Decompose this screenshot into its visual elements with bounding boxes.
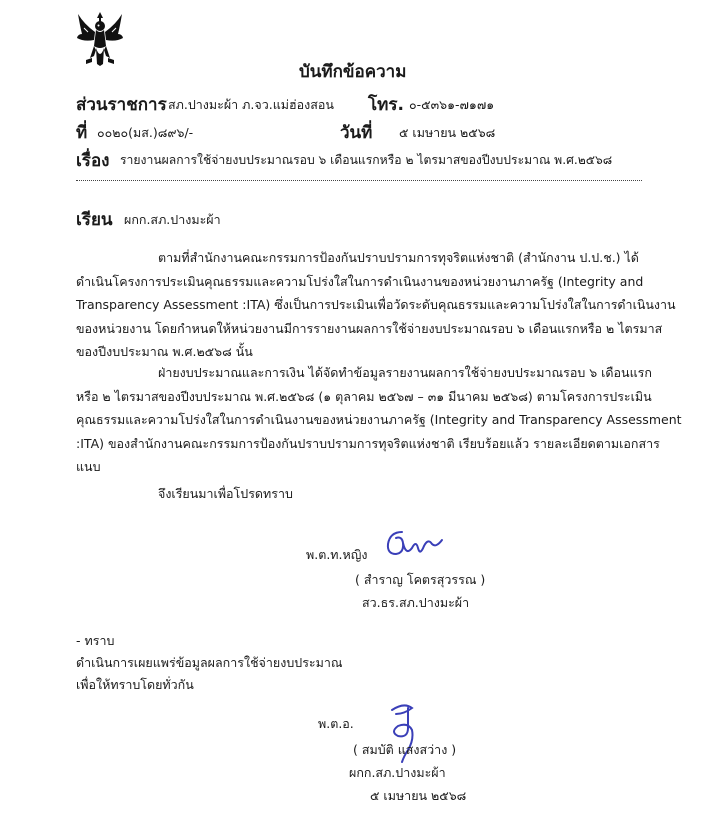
- note-line: ดำเนินการเผยแพร่ข้อมูลผลการใช้จ่ายงบประมาณ: [76, 655, 343, 670]
- ref-label: ที่: [76, 123, 88, 143]
- dept-label: ส่วนราชการ: [76, 95, 167, 115]
- dept-value: สภ.ปางมะผ้า ภ.จว.แม่ฮ่องสอน: [168, 97, 334, 112]
- closing-line: จึงเรียนมาเพื่อโปรดทราบ: [158, 486, 293, 501]
- para1-line: ของหน่วยงาน โดยกำหนดให้หน่วยงานมีการรายงานผลการใช้จ่ายงบประมาณรอบ ๖ เดือนแรกหรือ ๒ ไตรมาส: [76, 320, 663, 336]
- para2-line: :ITA) ของสำนักงานคณะกรรมการป้องกันปราบปรามการทุจริตแห่งชาติ เรียบร้อยแล้ว รายละเอียดตามเอกสาร: [76, 435, 660, 451]
- para2-line: ฝ่ายงบประมาณและการเงิน ได้จัดทำข้อมูลรายงานผลการใช้จ่ายงบประมาณรอบ ๖ เดือนแรก: [158, 365, 652, 380]
- para1-line: ตามที่สำนักงานคณะกรรมการป้องกันปราบปรามการทุจริตแห่งชาติ (สำนักงาน ป.ป.ช.) ได้: [158, 250, 639, 265]
- signer2-rank: พ.ต.อ.: [318, 716, 354, 731]
- subject-value: รายงานผลการใช้จ่ายงบประมาณรอบ ๖ เดือนแรกหรือ ๒ ไตรมาสของปีงบประมาณ พ.ศ.๒๕๖๘: [120, 153, 613, 167]
- para2-line: หรือ ๒ ไตรมาสของปีงบประมาณ พ.ศ.๒๕๖๘ (๑ ตุลาคม ๒๕๖๗ – ๓๑ มีนาคม ๒๕๖๘) ตามโครงการประเมิน: [76, 388, 652, 404]
- signer2-name: ( สมบัติ แสงสว่าง ): [353, 742, 457, 757]
- salutation-value: ผกก.สภ.ปางมะผ้า: [124, 212, 221, 227]
- paragraph-1: [76, 246, 676, 364]
- subject-label: เรื่อง: [76, 151, 110, 171]
- garuda-emblem: [76, 10, 124, 68]
- para2-line: คุณธรรมและความโปร่งใสในการดำเนินงานของหน่วยงานภาครัฐ (Integrity and Transparency Assessment: [76, 412, 682, 427]
- date-label: วันที่: [340, 123, 373, 143]
- signer1-position: สว.ธร.สภ.ปางมะผ้า: [362, 595, 470, 610]
- para1-line: ดำเนินโครงการประเมินคุณธรรมและความโปร่งใสในการดำเนินงานของหน่วยงานภาครัฐ (Integrity and: [76, 273, 644, 289]
- signer2-position: ผกก.สภ.ปางมะผ้า: [349, 765, 446, 780]
- signer2-date: ๕ เมษายน ๒๕๖๘: [370, 788, 467, 803]
- memo-title: บันทึกข้อความ: [299, 62, 407, 82]
- para1-line: Transparency Assessment :ITA) ซึ่งเป็นการประเมินเพื่อวัดระดับคุณธรรมและความโปร่งใสในการดำเนินงาน: [76, 297, 676, 312]
- endorsement-note: [76, 630, 342, 696]
- para1-line: ของปีงบประมาณ พ.ศ.๒๕๖๘ นั้น: [76, 344, 253, 359]
- header-divider: [76, 180, 642, 181]
- tel-label: โทร.: [368, 95, 404, 115]
- tel-value: ๐-๕๓๖๑-๗๑๗๑: [409, 97, 495, 112]
- ref-value: ๐๐๒๐(มส.)๘๙๖/-: [97, 125, 194, 140]
- salutation-label: เรียน: [76, 210, 113, 230]
- note-line: เพื่อให้ทราบโดยทั่วกัน: [76, 677, 194, 692]
- signer1-name: ( สำราญ โคตรสุวรรณ ): [355, 572, 486, 587]
- para2-line: แนบ: [76, 459, 101, 474]
- signer1-rank: พ.ต.ท.หญิง: [306, 547, 368, 562]
- note-line: - ทราบ: [76, 633, 115, 648]
- signature-1: [376, 526, 446, 560]
- paragraph-2: [76, 361, 682, 479]
- date-value: ๕ เมษายน ๒๕๖๘: [399, 125, 496, 140]
